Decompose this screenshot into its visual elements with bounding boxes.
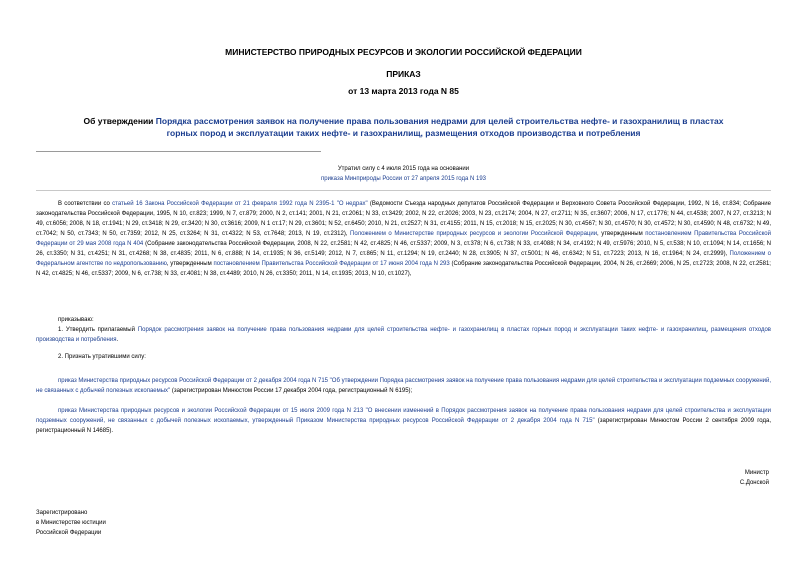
order-213-link[interactable]: приказ Министерства природных ресурсов и экологии Российской Федерации от 15 июля 2009 года N 213 "О внесении изменений в Порядок рассмотрения заявок на получение права пользования недрами для целей строительства и эксплуатации подземных сооружений, не связанных с добычей полезных ископаемых, утвержденный Приказом Министерства природных ресурсов Российской Федерации от 2 декабря 2004 года N 715": [36, 408, 771, 424]
signer-name: С.Донской: [739, 480, 769, 486]
hereby-line: приказываю:: [58, 317, 94, 323]
document-title: [80, 115, 727, 139]
registration-line-2: в Министерстве юстиции: [36, 520, 106, 526]
ministry-heading: МИНИСТЕРСТВО ПРИРОДНЫХ РЕСУРСОВ И ЭКОЛОГИИ РОССИЙСКОЙ ФЕДЕРАЦИИ: [225, 47, 582, 57]
basis-link[interactable]: приказа Минприроды России от 27 апреля 2015 года N 193: [320, 176, 487, 182]
text-span: , утвержденным: [166, 261, 214, 267]
text-span: (зарегистрирован Минюстом России 2 сентября 2009 года, регистрационный N 14685).: [36, 418, 771, 434]
agency-regulation-link[interactable]: Положением о Федеральном агентстве по недропользованию: [36, 251, 771, 267]
title-link[interactable]: Порядка рассмотрения заявок на получение права пользования недрами для целей строительства нефте- и газохранилищ в пластах горных пород и эксплуатации таких нефте- и газохранилищ, размещения отходов производства и потребления: [155, 116, 724, 138]
procedure-link[interactable]: Порядок рассмотрения заявок на получение права пользования недрами для целей строительства нефте- и газохранилищ в пластах горных пород и эксплуатации таких нефте- и газохранилищ, размещения отходов производства и потребления: [36, 327, 771, 343]
government-decree-404-link[interactable]: постановлением Правительства Российской Федерации от 29 мая 2008 года N 404: [36, 231, 771, 247]
separator-long: [36, 190, 771, 191]
text-span: (Собрание законодательства Российской Федерации, 2008, N 22, ст.2581; N 42, ст.4825; N 46, ст.5337; 2009, N 3, ст.378; N 6, ст.738; N 33, ст.4088; N 34, ст.4192; N 49, ст.5976; 2010, N 5, ст.538; N 10, ст.1094; N 14, ст.1656; N 26, ст.3350; N 31, ст.4251; N 31, ст.4268; N 38, ст.4835; 2011, N 6, ст.888; N 14, ст.1935; N 36, ст.5149; 2012, N 7, ст.865; N 11, ст.1294; N 19, ст.2440; N 28, ст.3905; N 37, ст.5001; N 46, ст.6342; N 51, ст.7223; 2013, N 16, ст.1964; N 24, ст.2999),: [36, 241, 772, 257]
government-decree-293-link[interactable]: постановлением Правительства Российской Федерации от 17 июня 2004 года N 293: [213, 261, 450, 267]
repealed-order-1: [36, 376, 771, 396]
text-span: .: [116, 337, 119, 343]
ministry-regulation-link[interactable]: Положением о Министерстве природных ресурсов и экологии Российской Федерации: [350, 231, 598, 237]
signer-position: Министр: [744, 470, 769, 476]
separator-short: [36, 151, 321, 152]
lost-force-text: Утратил силу с 4 июля 2015 года на основании: [337, 166, 470, 172]
text-span: , утвержденным: [597, 231, 646, 237]
item-1: [36, 325, 771, 345]
lost-force-note: [0, 164, 807, 184]
text-span: В соответствии со: [58, 201, 113, 207]
item-2: 2. Признать утратившими силу:: [58, 354, 146, 360]
text-span: 1. Утвердить прилагаемый: [58, 327, 138, 333]
registration-line-1: Зарегистрировано: [36, 510, 88, 516]
order-715-link[interactable]: приказ Министерства природных ресурсов Российской Федерации от 2 декабря 2004 года N 715 "Об утверждении Порядка рассмотрения заявок на получение права пользования недрами для целей строительства и эксплуатации подземных сооружений, не связанных с добычей полезных ископаемых": [36, 378, 771, 394]
registration-block: [36, 508, 106, 538]
document-date: от 13 марта 2013 года N 85: [348, 86, 459, 96]
document-type: ПРИКАЗ: [386, 69, 421, 79]
title-prefix: Об утверждении: [83, 116, 156, 126]
text-span: (зарегистрирован Минюстом России 17 декабря 2004 года, регистрационный N 6195);: [170, 388, 413, 394]
registration-line-3: Российской Федерации: [36, 530, 102, 536]
preamble-paragraph: [36, 199, 771, 279]
law-link[interactable]: статьей 16 Закона Российской Федерации от 21 февраля 1992 года N 2395-1 "О недрах": [112, 201, 368, 207]
signature-block: [740, 468, 769, 488]
text-span: (Ведомости Съезда народных депутатов Российской Федерации и Верховного Совета Российской Федерации, 1992, N 16, ст.834; Собрание законодательства Российской Федерации, 1995, N 10, ст.823; 1999, N 7, ст.879; 2000, N 2, ст.141; 2001, N 21, ст.2061; N 33, ст.3429; 2002, N 22, ст.2026; 2003, N 23, ст.2174; 2004, N 27, ст.2711; N 35, ст.3607; 2006, N 17, ст.1776; N 44, ст.4538; 2007, N 27, ст.3213; N 49, ст.6056; 2008, N 18, ст.1941; N 29, ст.3418; N 29, ст.3420; N 30, ст.3616; 2009, N 1 ст.17; N 29, ст.3601; N 52, ст.6450; 2010, N 21, ст.2527; N 31, ст.4155; 2011, N 15, ст.2018; N 15, ст.2025; N 30, ст.4567; N 30, ст.4570; N 30, ст.4572; N 30, ст.4590; N 48, ст.6732; N 49, ст.7042; N 50, ст.7343; N 50, ст.7359; 2012, N 25, ст.3264; N 31, ст.4322; N 53, ст.7648; 2013, N 19, ст.2312),: [36, 201, 771, 237]
repealed-order-2: [36, 406, 771, 436]
text-span: (Собрание законодательства Российской Федерации, 2004, N 26, ст.2669; 2006, N 25, ст.2723; 2008, N 22, ст.2581; N 42, ст.4825; N 46, ст.5337; 2009, N 6, ст.738; N 33, ст.4081; N 38, ст.4489; 2010, N 26, ст.3350; 2011, N 14, ст.1935; 2013, N 10, ст.1027),: [36, 261, 771, 277]
